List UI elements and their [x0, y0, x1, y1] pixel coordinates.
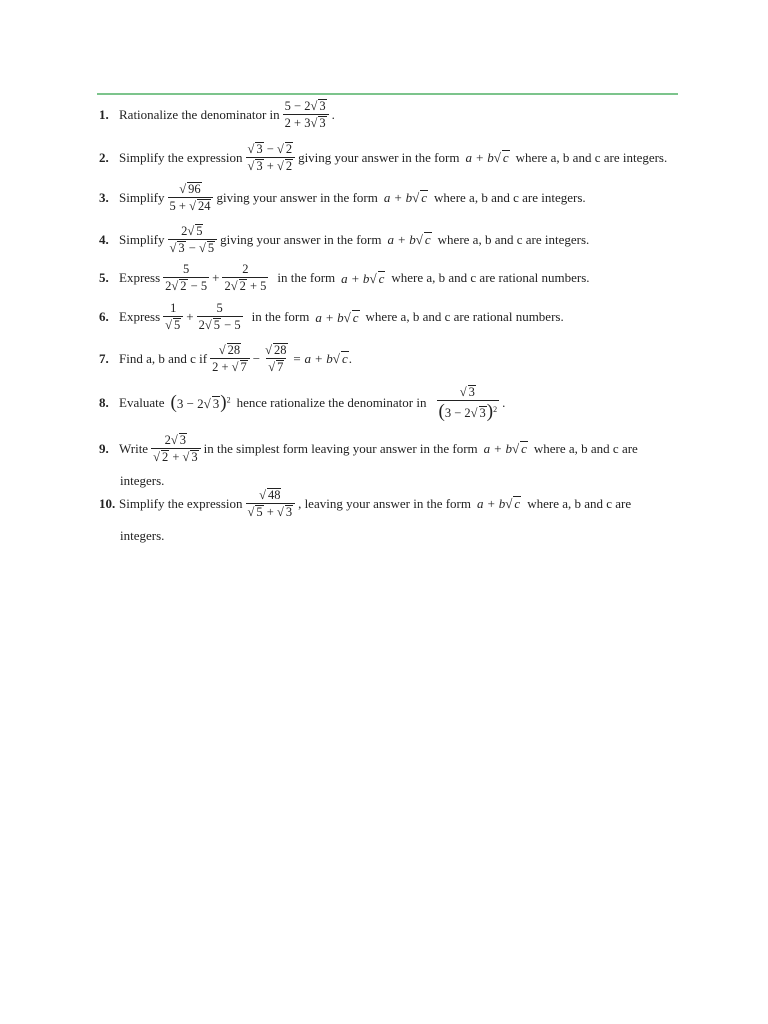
question-text: Simplify the expression — [119, 149, 243, 165]
question-number: 10. — [99, 495, 116, 511]
question-number: 1. — [99, 106, 109, 122]
question-text: in the form — [277, 270, 336, 285]
fraction: $\frac{√ 28}{√ 7}$ — [265, 343, 287, 374]
question-text: hence rationalize the denominator in — [236, 395, 427, 411]
fraction: $\frac{5}{2√ 2 - 5}$ — [165, 262, 208, 293]
question-number: 5. — [99, 270, 109, 285]
question-text: in the form — [251, 309, 310, 324]
question-text: where a, b and c are integers. — [515, 149, 668, 165]
question-text-end: . — [348, 350, 352, 366]
question-text: Express — [119, 270, 161, 285]
form-expression: a + b√ c — [383, 190, 428, 205]
question-number: 2. — [99, 149, 109, 165]
power-expression: (3 − 2√ 3)$^2$ — [170, 392, 231, 414]
question-number: 6. — [99, 309, 109, 324]
fraction: $\frac{2√ 3}{√ 2 + √ 3}$ — [151, 433, 201, 463]
header-divider — [97, 93, 678, 95]
question-text: where a, b and c are integers. — [434, 189, 586, 205]
question-text-end: . — [502, 395, 506, 411]
question-10 — [99, 488, 631, 518]
question-text: Write — [119, 440, 149, 456]
question-1 — [99, 99, 335, 129]
question-9-continuation: integers. — [120, 473, 165, 488]
question-text: in the simplest form leaving your answer in the form — [203, 440, 478, 456]
question-number: 7. — [99, 350, 109, 366]
question-9 — [99, 433, 638, 463]
question-text: Express — [119, 309, 161, 324]
question-text: , leaving your answer in the form — [298, 495, 471, 511]
question-3 — [99, 182, 586, 212]
fraction: $\frac{√ 48}{√ 5 + √ 3}$ — [246, 488, 296, 518]
question-text: where a, b and c are integers. — [437, 231, 590, 247]
question-text: where a, b and c are rational numbers. — [365, 309, 564, 324]
question-number: 3. — [99, 189, 109, 205]
question-number: 4. — [99, 231, 109, 247]
question-number: 8. — [99, 395, 109, 411]
question-text: Rationalize the denominator in — [119, 106, 280, 122]
fraction: $\frac{√ 96}{5 + √ 24}$ — [168, 182, 214, 212]
question-10-continuation: integers. — [120, 528, 165, 543]
fraction: $\frac{1}{√ 5}$ — [163, 302, 183, 331]
question-text: where a, b and c are rational numbers. — [391, 270, 590, 285]
form-expression: a + b√ c — [465, 150, 509, 165]
question-text: Simplify — [119, 231, 165, 247]
form-expression: a + b√ c — [341, 270, 385, 286]
fraction: $\frac{5}{2√ 5 - 5}$ — [198, 301, 241, 332]
question-2 — [99, 142, 667, 172]
fraction: $\frac{5 - 2√ 3}{2 + 3√ 3}$ — [283, 99, 329, 129]
question-5: 5. Express $\frac{5}{2√ 2 - 5}$ + $\frac{2}{2√ 2 + 5}$ in the form a + b√ c where a, b and c are rational numbers. — [99, 262, 590, 293]
question-text: Evaluate — [119, 395, 165, 411]
question-text: giving your answer in the form — [216, 189, 378, 205]
fraction: $\frac{√ 3}{(3 - 2√ 3)^2}$ — [438, 385, 498, 422]
form-expression: a + b√ c — [483, 441, 527, 456]
fraction: $\frac{2√ 5}{√ 3 - √ 5}$ — [168, 224, 218, 254]
fraction: $\frac{2}{2√ 2 + 5}$ — [224, 262, 267, 293]
question-text: Find a, b and c if — [119, 350, 208, 366]
fraction: $\frac{√ 28}{2 + √ 7}$ — [210, 343, 250, 373]
form-expression: a + b√ c — [477, 496, 521, 511]
fraction: $\frac{√ 3 - √ 2}{√ 3 + √ 2}$ — [246, 142, 296, 172]
question-text: Simplify — [119, 189, 165, 205]
question-text: giving your answer in the form — [220, 231, 382, 247]
question-7: 7. Find a, b and c if $\frac{√ 28}{2 + √ 7}$ − $\frac{√ 28}{√ 7}$ = a + b√ c . — [99, 343, 352, 374]
question-8 — [99, 385, 505, 421]
question-number: 9. — [99, 440, 109, 456]
question-text: where a, b and c are — [533, 440, 638, 456]
question-4 — [99, 224, 589, 254]
form-expression: a + b√ c — [315, 309, 359, 325]
question-text: where a, b and c are — [527, 495, 632, 511]
question-text-end: . — [331, 106, 335, 122]
form-expression: a + b√ c — [387, 232, 431, 247]
question-text: Simplify the expression — [119, 495, 243, 511]
question-6: 6. Express $\frac{1}{√ 5}$ + $\frac{5}{2√ 5 - 5}$ in the form a + b√ c where a, b and c are rational numbers. — [99, 301, 564, 332]
question-text: giving your answer in the form — [298, 149, 460, 165]
form-expression: = a + b√ c — [292, 351, 348, 366]
